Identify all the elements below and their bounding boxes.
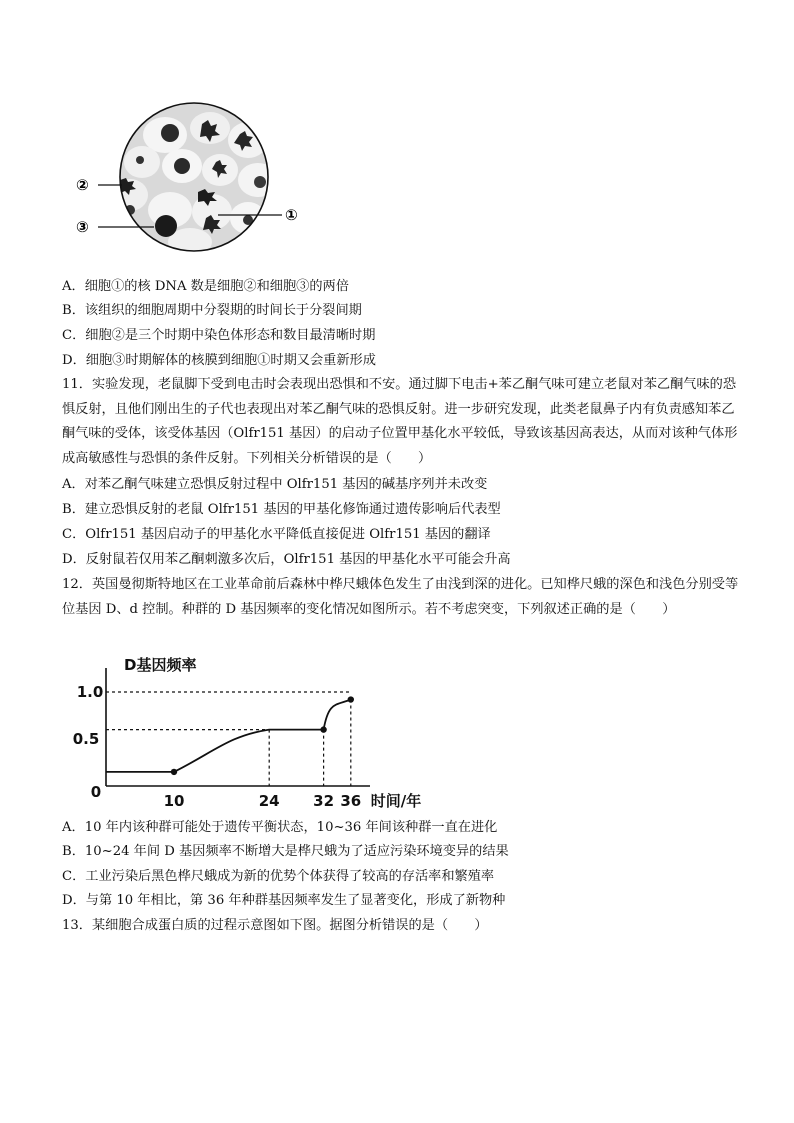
q10-option-c: C．细胞②是三个时期中染色体形态和数目最清晰时期: [62, 328, 376, 343]
cell-label-1: ①: [285, 206, 298, 224]
q12-stem: 12．英国曼彻斯特地区在工业革命前后森林中桦尺蛾体色发生了由浅到深的进化。已知桦尺蛾的深色和浅色分别受等位基因 D、d 控制。种群的 D 基因频率的变化情况如图所示。若不考虑突变，下列叙述正确的是（ ）: [62, 577, 739, 617]
chart-title: D基因频率: [124, 656, 197, 674]
q11-option-d: D．反射鼠若仅用苯乙酮刺激多次后，Olfr151 基因的甲基化水平可能会升高: [62, 552, 511, 567]
data-point: [171, 769, 177, 775]
q12-option-c: C．工业污染后黑色桦尺蛾成为新的优势个体获得了较高的存活率和繁殖率: [62, 869, 495, 884]
x-axis-label: 时间/年: [370, 792, 422, 810]
q11-option-c: C．Olfr151 基因启动子的甲基化水平降低直接促进 Olfr151 基因的翻译: [62, 527, 491, 542]
data-point: [348, 696, 354, 702]
q11-option-b: B．建立恐惧反射的老鼠 Olfr151 基因的甲基化修饰通过遗传影响后代表型: [62, 502, 501, 517]
q11-stem: 11．实验发现，老鼠脚下受到电击时会表现出恐惧和不安。通过脚下电击+苯乙酮气味可建立老鼠对苯乙酮气味的恐惧反射，且他们刚出生的子代也表现出对苯乙酮气味的恐惧反射。进一步研究发现，此类老鼠鼻子内有负责感知苯乙酮气味的受体，该受体基因（Olfr151 基因）的启动子位置甲基化水平较低，导致该基因高表达，从而对该种气体形成高敏感性与恐惧的条件反射。下列相关分析错误的是（ ）: [62, 377, 738, 466]
y-tick-label: 0.5: [72, 730, 100, 748]
x-tick-label: 32: [313, 792, 335, 810]
d-gene-frequency-chart: [70, 648, 422, 814]
q10-option-a: A．细胞①的核 DNA 数是细胞②和细胞③的两倍: [62, 279, 349, 294]
y-tick-label: 1.0: [76, 683, 104, 701]
cell-label-2: ②: [76, 176, 89, 194]
q10-option-d: D．细胞③时期解体的核膜到细胞①时期又会重新形成: [62, 353, 376, 368]
q12-option-a: A．10 年内该种群可能处于遗传平衡状态，10~36 年间该种群一直在进化: [62, 820, 498, 835]
q12-option-b: B．10~24 年间 D 基因频率不断增大是桦尺蛾为了适应污染环境变异的结果: [62, 844, 509, 859]
x-tick-label: 36: [340, 792, 362, 810]
cell-label-3: ③: [76, 218, 89, 236]
origin-label: 0: [90, 783, 102, 801]
cell-micrograph-figure: [70, 100, 310, 250]
data-point: [320, 726, 326, 732]
q10-option-b: B．该组织的细胞周期中分裂期的时间长于分裂间期: [62, 303, 362, 318]
q12-option-d: D．与第 10 年相比，第 36 年种群基因频率发生了显著变化，形成了新物种: [62, 893, 506, 908]
x-tick-label: 24: [258, 792, 280, 810]
q13-stem: 13．某细胞合成蛋白质的过程示意图如下图。据图分析错误的是（ ）: [62, 918, 488, 933]
q11-option-a: A．对苯乙酮气味建立恐惧反射过程中 Olfr151 基因的碱基序列并未改变: [62, 477, 488, 492]
x-tick-label: 10: [163, 792, 185, 810]
series-line: [106, 700, 351, 772]
